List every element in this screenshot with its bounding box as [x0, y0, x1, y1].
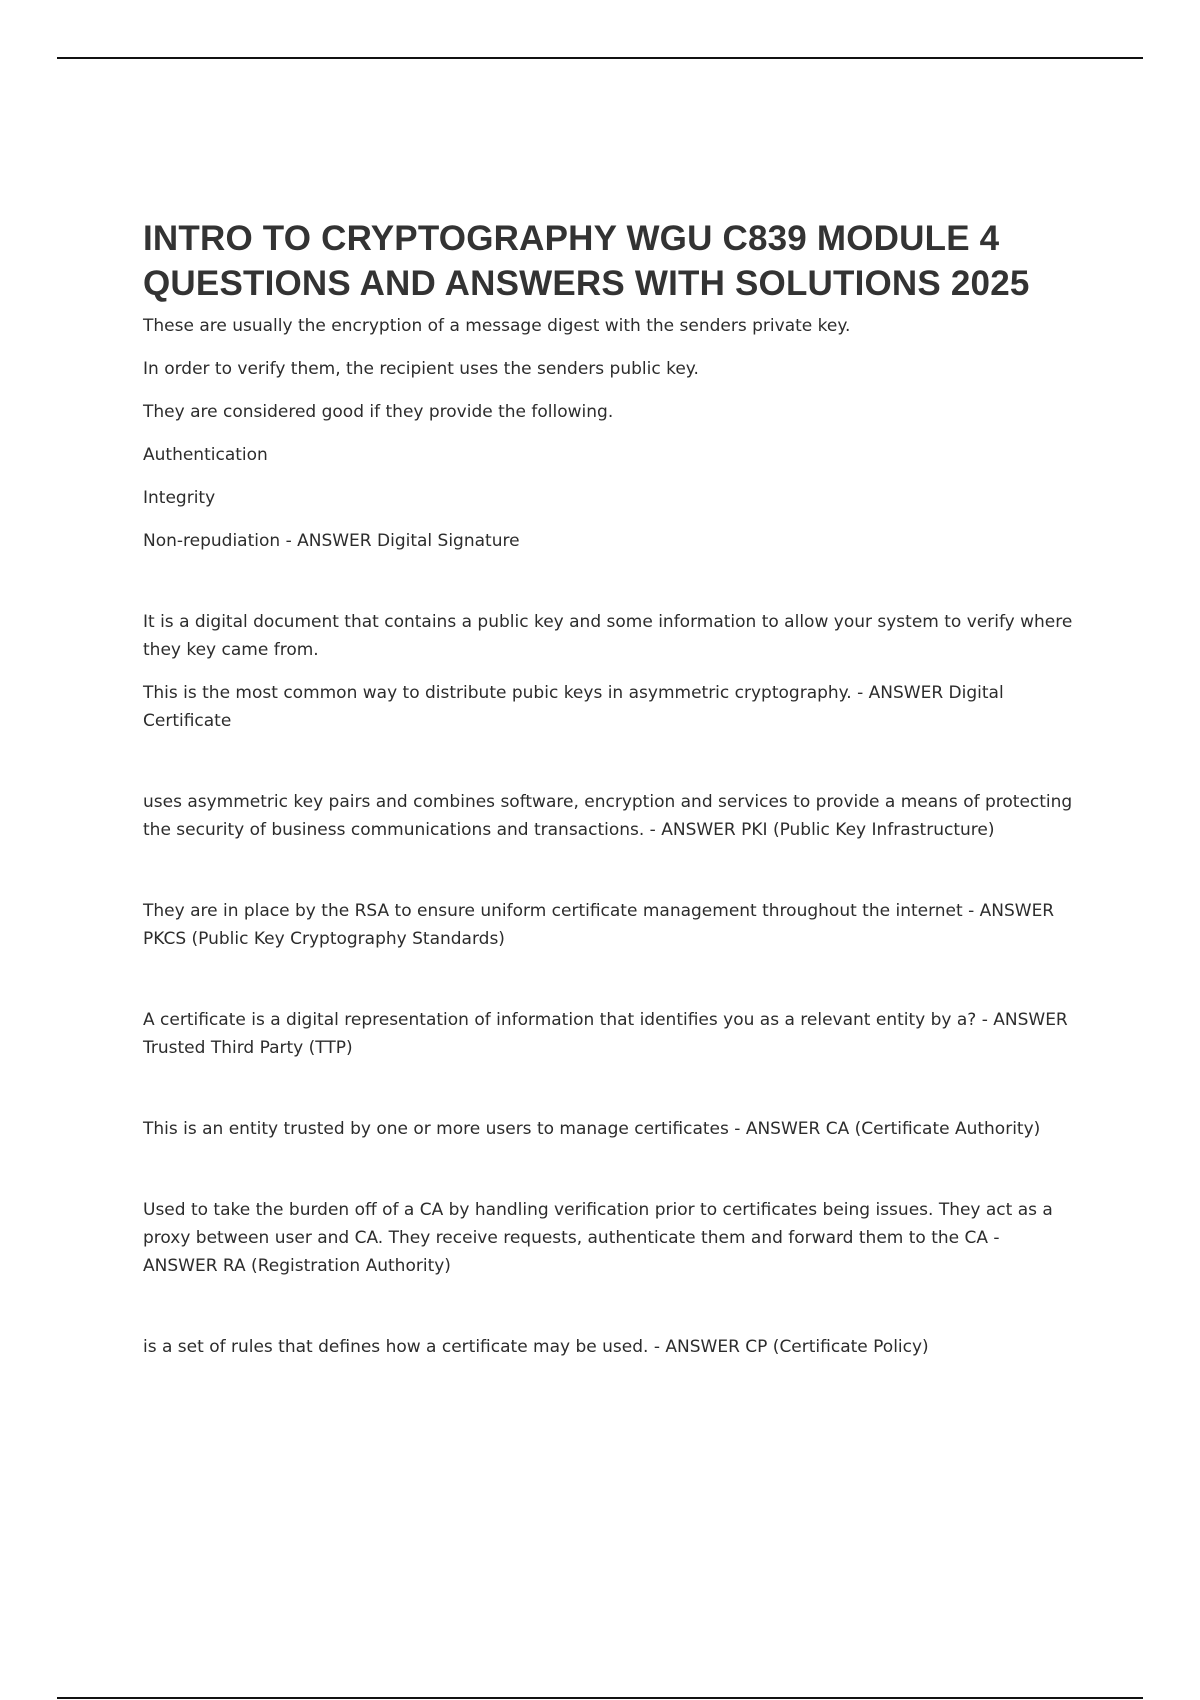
answer-paragraph: A certificate is a digital representation of information that identifies you as a relevant entity by a? - ANSWER Trusted Third Party (TTP) [143, 1010, 1068, 1058]
answer-paragraph: This is an entity trusted by one or more users to manage certificates - ANSWER CA (Certificate Authority) [143, 1119, 1041, 1139]
paragraph: They are considered good if they provide the following. [143, 402, 614, 422]
document-title: INTRO TO CRYPTOGRAPHY WGU C839 MODULE 4 QUESTIONS AND ANSWERS WITH SOLUTIONS 2025 [143, 219, 1030, 303]
answer-paragraph: They are in place by the RSA to ensure uniform certificate management throughout the internet - ANSWER PKCS (Public Key Cryptography Standards) [143, 901, 1055, 949]
paragraph: Authentication [143, 445, 268, 465]
paragraph: In order to verify them, the recipient uses the senders public key. [143, 359, 699, 379]
document-body [143, 216, 1073, 1376]
paragraph: It is a digital document that contains a public key and some information to allow your system to verify where they key came from. [143, 612, 1073, 660]
paragraph: Integrity [143, 488, 216, 508]
paragraph: These are usually the encryption of a message digest with the senders private key. [143, 316, 851, 336]
answer-paragraph: uses asymmetric key pairs and combines software, encryption and services to provide a means of protecting the security of business communications and transactions. - ANSWER PKI (Public Key Infrastructure) [143, 792, 1073, 840]
answer-paragraph: Non-repudiation - ANSWER Digital Signature [143, 531, 520, 551]
answer-paragraph: is a set of rules that defines how a certificate may be used. - ANSWER CP (Certificate Policy) [143, 1337, 929, 1357]
top-divider [57, 57, 1143, 59]
answer-paragraph: This is the most common way to distribute pubic keys in asymmetric cryptography. - ANSWER Digital Certificate [143, 683, 1004, 731]
answer-paragraph: Used to take the burden off of a CA by handling verification prior to certificates being issues. They act as a proxy between user and CA. They receive requests, authenticate them and forward them to the CA - ANSWER RA (Registration Authority) [143, 1200, 1053, 1276]
bottom-divider [57, 1697, 1143, 1699]
